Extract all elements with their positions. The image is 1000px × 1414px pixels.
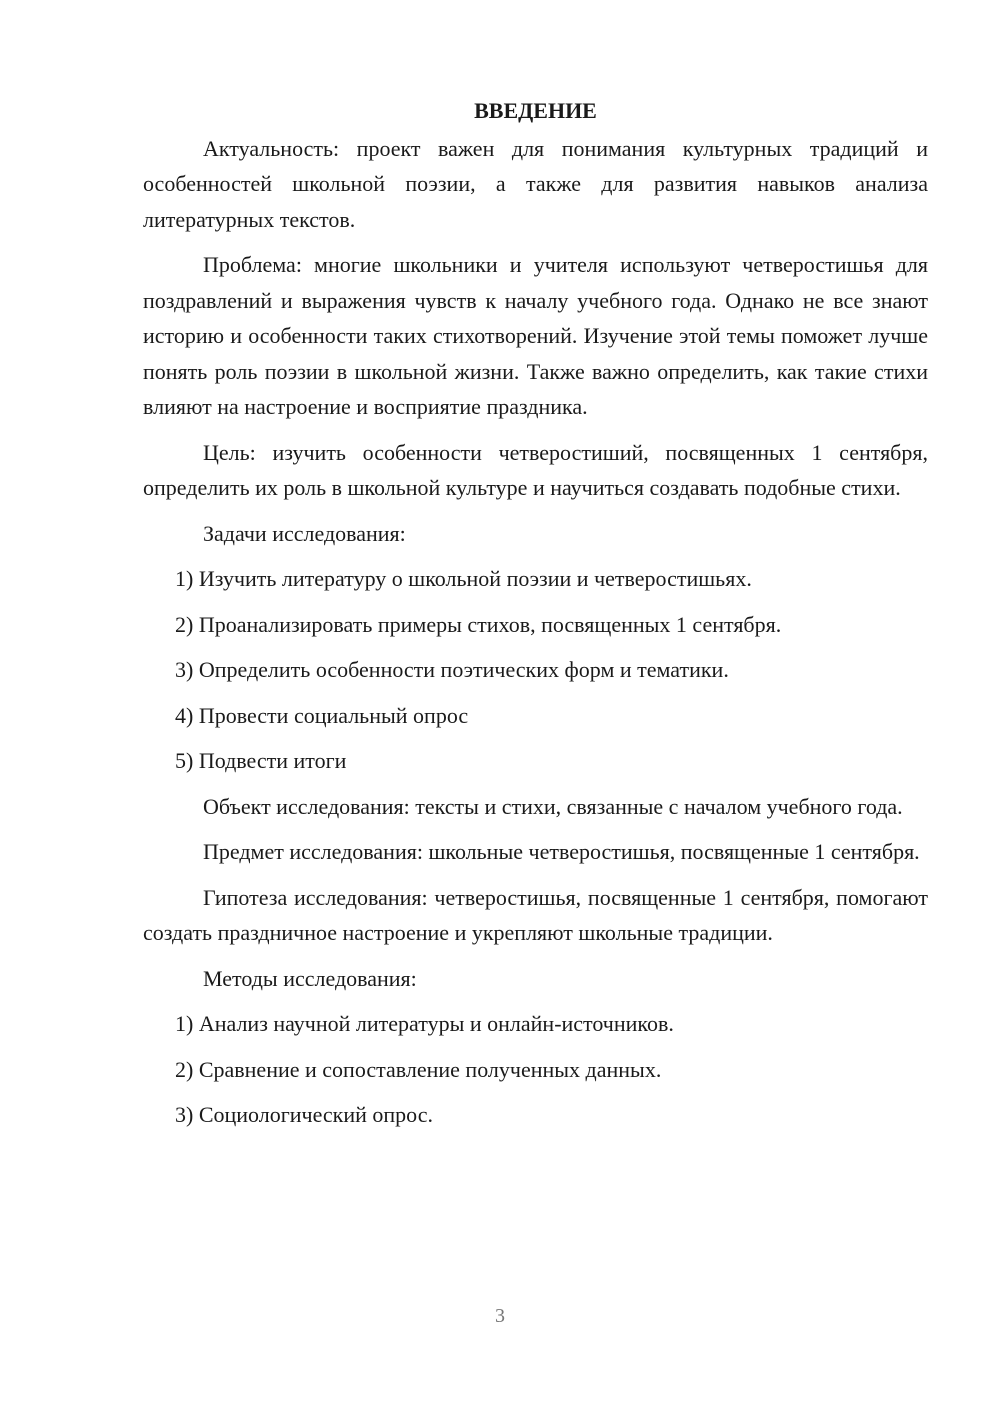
method-item: 1) Анализ научной литературы и онлайн-источников. — [175, 1011, 674, 1036]
page-content — [143, 93, 928, 1143]
method-item: 2) Сравнение и сопоставление полученных данных. — [175, 1056, 662, 1082]
task-item: 4) Провести социальный опрос — [175, 702, 469, 728]
section-heading: ВВЕДЕНИЕ — [474, 98, 597, 123]
method-item: 3) Социологический опрос. — [175, 1102, 433, 1127]
goal-paragraph: Цель: изучить особенности четверостиший, посвященных 1 сентября, определить их роль в школьной культуре и научиться создавать подобные стихи. — [143, 439, 928, 500]
task-item: 1) Изучить литературу о школьной поэзии и четверостишьях. — [175, 566, 752, 591]
subject-paragraph: Предмет исследования: школьные четверостишья, посвященные 1 сентября. — [203, 839, 920, 864]
hypothesis-paragraph: Гипотеза исследования: четверостишья, посвященные 1 сентября, помогают создать праздничное настроение и укрепляют школьные традиции. — [143, 884, 928, 945]
relevance-paragraph: Актуальность: проект важен для понимания культурных традиций и особенностей школьной поэзии, а также для развития навыков анализа литературных текстов. — [143, 135, 928, 232]
task-item: 2) Проанализировать примеры стихов, посвященных 1 сентября. — [175, 611, 782, 637]
task-item: 5) Подвести итоги — [175, 748, 347, 773]
object-paragraph: Объект исследования: тексты и стихи, связанные с началом учебного года. — [203, 793, 903, 819]
methods-title: Методы исследования: — [203, 965, 417, 991]
page-number: 3 — [495, 1305, 505, 1327]
tasks-title: Задачи исследования: — [203, 520, 406, 546]
task-item: 3) Определить особенности поэтических форм и тематики. — [175, 657, 729, 682]
problem-paragraph: Проблема: многие школьники и учителя используют четверостишья для поздравлений и выражения чувств к началу учебного года. Однако не все знают историю и особенности таких стихотворений. Изучение этой темы поможет лучше понять роль поэзии в школьной жизни. Также важно определить, как такие стихи влияют на настроение и восприятие праздника. — [143, 252, 928, 419]
